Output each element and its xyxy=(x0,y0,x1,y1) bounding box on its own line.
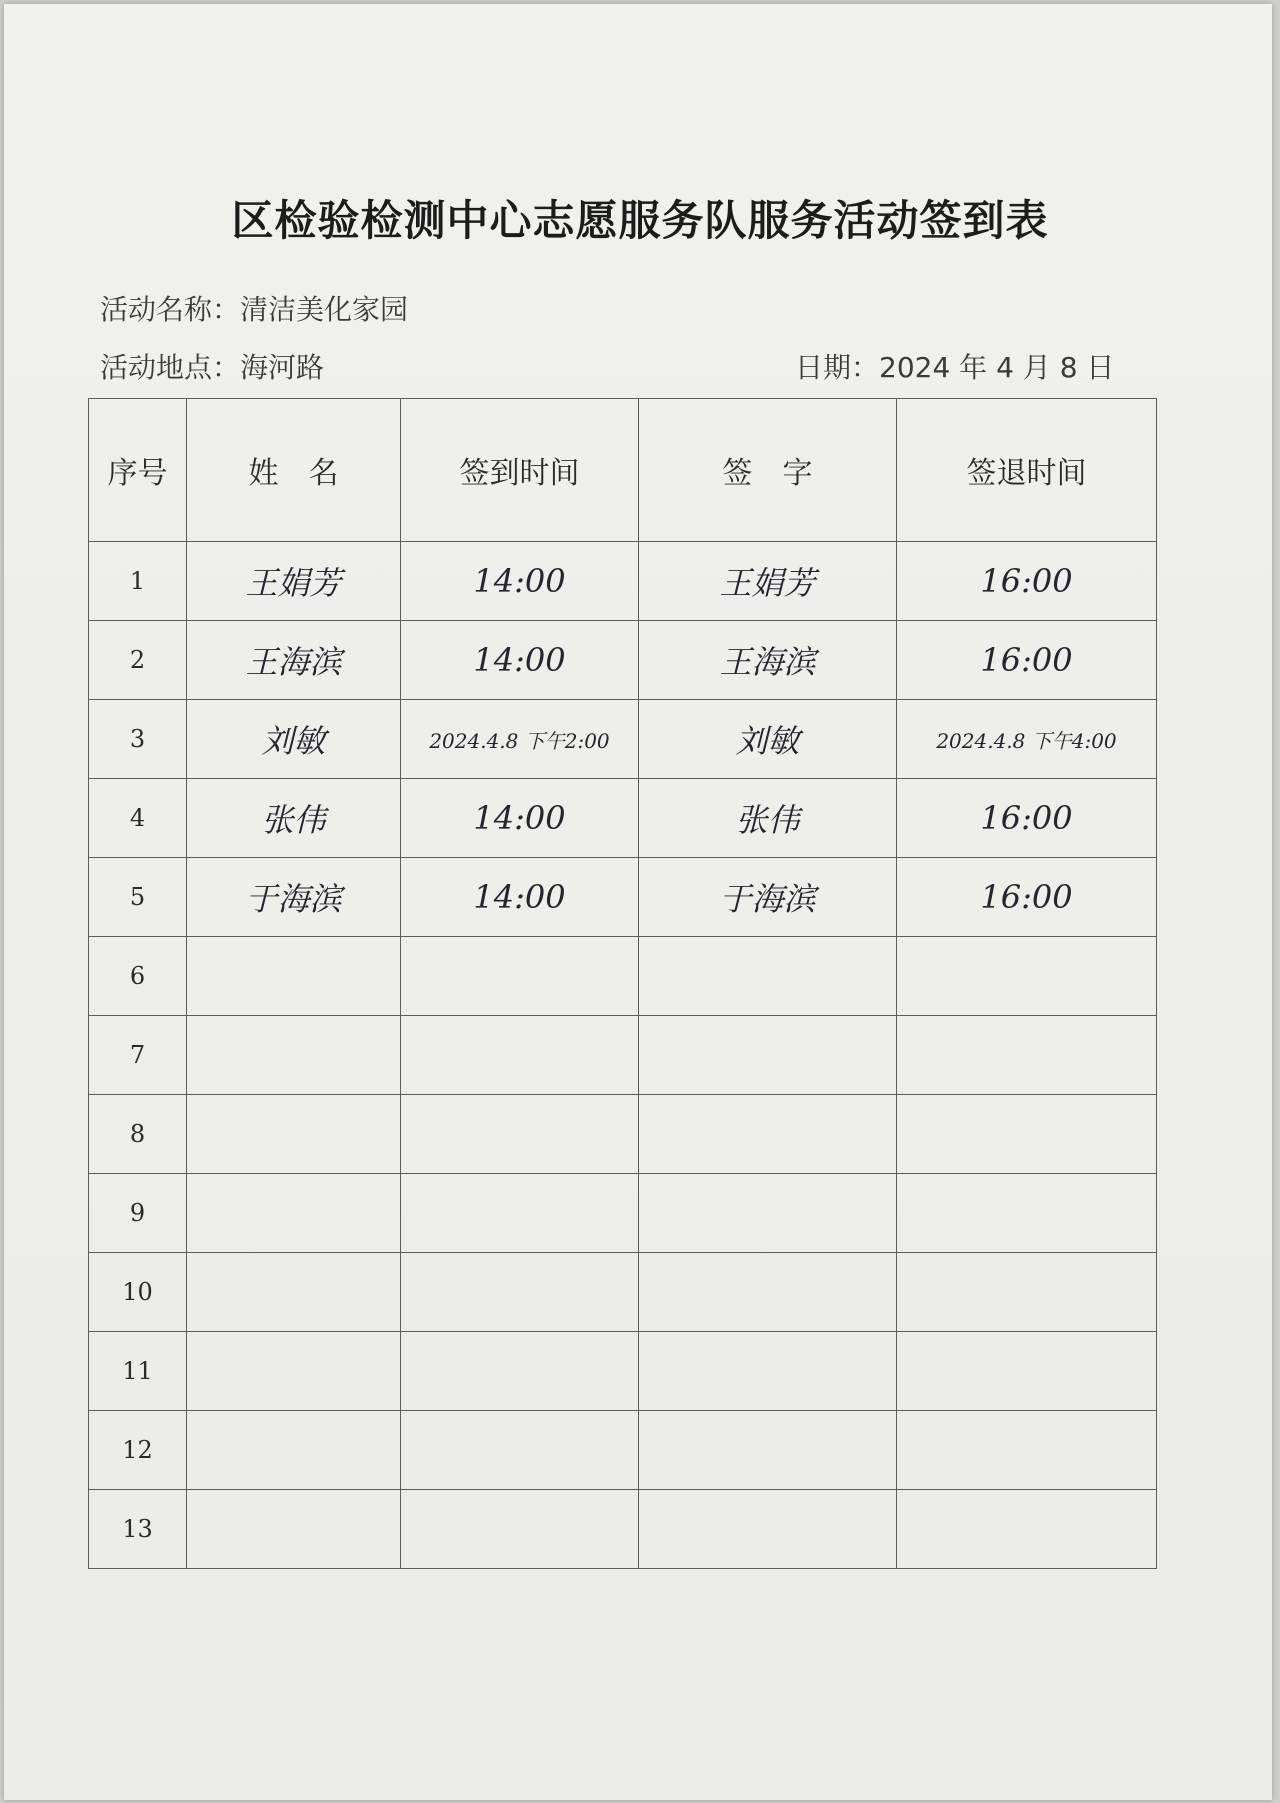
serial-number-cell: 5 xyxy=(89,858,187,937)
name-cell: 刘敏 xyxy=(187,700,401,779)
date-value: 2024 年 4 月 8 日 xyxy=(879,351,1115,384)
activity-place-line xyxy=(100,346,324,386)
table-row xyxy=(89,937,1157,1016)
activity-name-value: 清洁美化家园 xyxy=(240,293,409,326)
serial-number-cell: 9 xyxy=(89,1174,187,1253)
checkin-time-cell xyxy=(401,1174,639,1253)
serial-number-cell: 2 xyxy=(89,621,187,700)
name-cell: 王海滨 xyxy=(187,621,401,700)
name-cell: 王娟芳 xyxy=(187,542,401,621)
signature-cell: 王海滨 xyxy=(639,621,897,700)
serial-number-cell: 3 xyxy=(89,700,187,779)
header-signature: 签 字 xyxy=(639,399,897,542)
serial-number-cell: 12 xyxy=(89,1411,187,1490)
checkin-time-cell xyxy=(401,1411,639,1490)
header-checkin-time: 签到时间 xyxy=(401,399,639,542)
header-serial-number: 序号 xyxy=(89,399,187,542)
checkout-time-cell: 16:00 xyxy=(897,858,1157,937)
table-row xyxy=(89,621,1157,700)
serial-number-cell: 6 xyxy=(89,937,187,1016)
name-cell xyxy=(187,937,401,1016)
checkin-time-cell: 2024.4.8 下午2:00 xyxy=(401,700,639,779)
serial-number-cell: 7 xyxy=(89,1016,187,1095)
checkin-time-cell: 14:00 xyxy=(401,858,639,937)
table-row xyxy=(89,1411,1157,1490)
header-name: 姓 名 xyxy=(187,399,401,542)
serial-number-cell: 11 xyxy=(89,1332,187,1411)
checkout-time-cell xyxy=(897,1016,1157,1095)
checkout-time-cell xyxy=(897,1174,1157,1253)
name-cell xyxy=(187,1253,401,1332)
serial-number-cell: 13 xyxy=(89,1490,187,1569)
checkout-time-cell xyxy=(897,1095,1157,1174)
name-cell xyxy=(187,1016,401,1095)
checkout-time-cell: 16:00 xyxy=(897,779,1157,858)
checkout-time-cell xyxy=(897,1332,1157,1411)
activity-place-value: 海河路 xyxy=(240,351,325,384)
table-row xyxy=(89,542,1157,621)
table-row xyxy=(89,700,1157,779)
sign-in-table xyxy=(88,398,1157,1569)
table-row xyxy=(89,1490,1157,1569)
name-cell xyxy=(187,1332,401,1411)
date-label: 日期： xyxy=(795,351,880,384)
name-cell: 张伟 xyxy=(187,779,401,858)
signature-cell: 刘敏 xyxy=(639,700,897,779)
checkin-time-cell xyxy=(401,1095,639,1174)
signature-cell xyxy=(639,937,897,1016)
serial-number-cell: 4 xyxy=(89,779,187,858)
activity-name-line xyxy=(100,288,408,328)
document-title: 区检验检测中心志愿服务队服务活动签到表 xyxy=(231,196,1049,245)
checkin-time-cell: 14:00 xyxy=(401,779,639,858)
signature-cell: 王娟芳 xyxy=(639,542,897,621)
checkin-time-cell: 14:00 xyxy=(401,542,639,621)
checkin-time-cell: 14:00 xyxy=(401,621,639,700)
signature-cell: 张伟 xyxy=(639,779,897,858)
checkin-time-cell xyxy=(401,1332,639,1411)
serial-number-cell: 10 xyxy=(89,1253,187,1332)
table-row xyxy=(89,858,1157,937)
table-row xyxy=(89,1095,1157,1174)
signature-cell: 于海滨 xyxy=(639,858,897,937)
name-cell xyxy=(187,1095,401,1174)
signature-cell xyxy=(639,1253,897,1332)
signature-cell xyxy=(639,1490,897,1569)
checkin-time-cell xyxy=(401,937,639,1016)
header-checkout-time: 签退时间 xyxy=(897,399,1157,542)
name-cell xyxy=(187,1411,401,1490)
checkout-time-cell xyxy=(897,1490,1157,1569)
checkin-time-cell xyxy=(401,1253,639,1332)
table-body xyxy=(89,542,1157,1569)
signature-cell xyxy=(639,1411,897,1490)
checkout-time-cell xyxy=(897,937,1157,1016)
name-cell xyxy=(187,1174,401,1253)
checkout-time-cell: 2024.4.8 下午4:00 xyxy=(897,700,1157,779)
signature-cell xyxy=(639,1095,897,1174)
table-row xyxy=(89,779,1157,858)
activity-place-label: 活动地点： xyxy=(100,351,241,384)
serial-number-cell: 1 xyxy=(89,542,187,621)
checkout-time-cell: 16:00 xyxy=(897,621,1157,700)
table-row xyxy=(89,1016,1157,1095)
checkout-time-cell xyxy=(897,1253,1157,1332)
name-cell: 于海滨 xyxy=(187,858,401,937)
table-row xyxy=(89,1174,1157,1253)
signature-cell xyxy=(639,1016,897,1095)
date-line xyxy=(795,346,1114,386)
checkin-time-cell xyxy=(401,1016,639,1095)
checkout-time-cell: 16:00 xyxy=(897,542,1157,621)
table-row xyxy=(89,1332,1157,1411)
signature-cell xyxy=(639,1332,897,1411)
checkin-time-cell xyxy=(401,1490,639,1569)
name-cell xyxy=(187,1490,401,1569)
table-header-row xyxy=(89,399,1157,542)
checkout-time-cell xyxy=(897,1411,1157,1490)
activity-name-label: 活动名称： xyxy=(100,293,241,326)
signature-cell xyxy=(639,1174,897,1253)
table-row xyxy=(89,1253,1157,1332)
serial-number-cell: 8 xyxy=(89,1095,187,1174)
